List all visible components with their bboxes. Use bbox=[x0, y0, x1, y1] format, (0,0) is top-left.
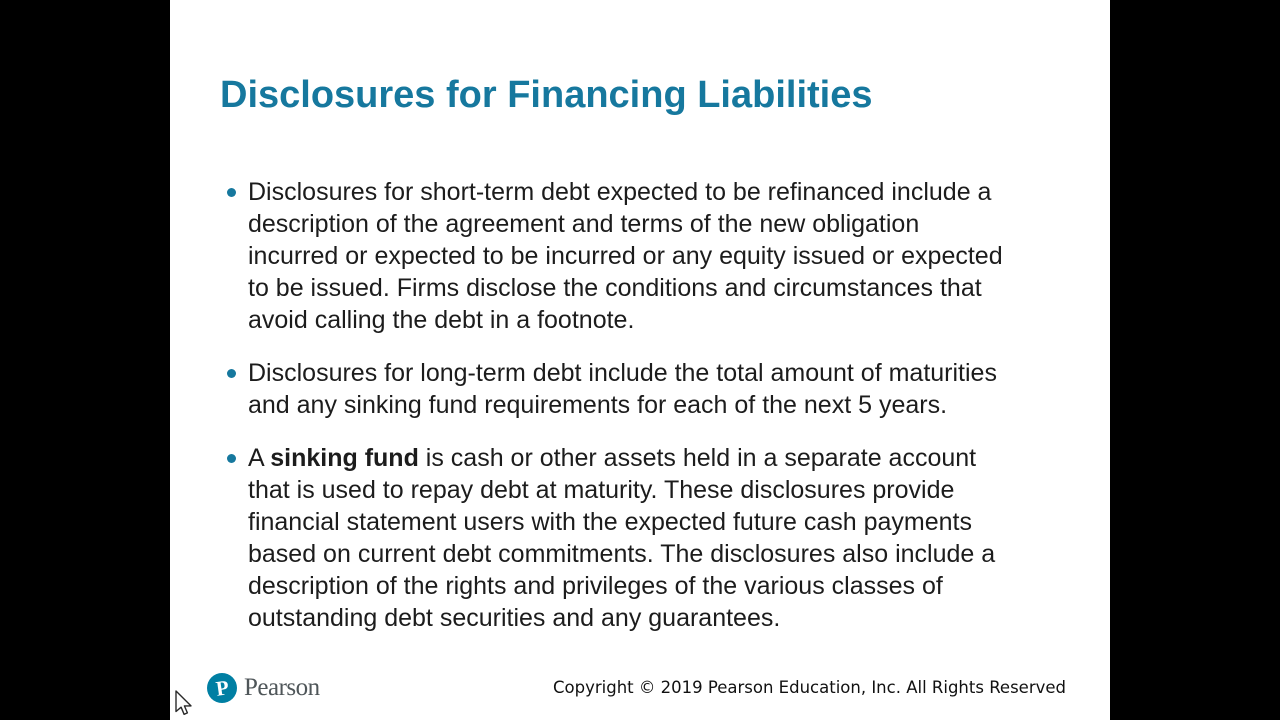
bullet-item-2 bbox=[227, 357, 1092, 421]
pearson-brand-text: Pearson bbox=[244, 674, 320, 701]
slide-title: Disclosures for Financing Liabilities bbox=[220, 74, 873, 116]
bullet-text-segment: is cash or other assets held in a separate account bbox=[418, 444, 977, 472]
bullet-item-1 bbox=[227, 176, 1092, 336]
pearson-logo-mark: P bbox=[213, 674, 230, 701]
bullet-text-line: to be issued. Firms disclose the conditions and circumstances that bbox=[248, 274, 982, 302]
bullet-text-line: avoid calling the debt in a footnote. bbox=[248, 306, 635, 334]
bullet-list bbox=[227, 176, 1092, 655]
presentation-slide bbox=[170, 0, 1110, 720]
bullet-text-line: Disclosures for short-term debt expected to be refinanced include a bbox=[248, 178, 992, 206]
bullet-text-line: and any sinking fund requirements for each of the next 5 years. bbox=[248, 391, 948, 419]
pearson-logo-icon bbox=[207, 673, 237, 703]
bullet-dot-icon bbox=[227, 369, 236, 378]
bullet-text-line: financial statement users with the expected future cash payments bbox=[248, 508, 972, 536]
bullet-text-line: outstanding debt securities and any guarantees. bbox=[248, 604, 781, 632]
bullet-text-line: that is used to repay debt at maturity. These disclosures provide bbox=[248, 476, 955, 504]
bullet-dot-icon bbox=[227, 454, 236, 463]
pearson-logo bbox=[207, 673, 320, 703]
bullet-dot-icon bbox=[227, 188, 236, 197]
bullet-text-line: based on current debt commitments. The disclosures also include a bbox=[248, 540, 996, 568]
bullet-text-segment: A bbox=[248, 444, 271, 472]
bullet-text-line: incurred or expected to be incurred or any equity issued or expected bbox=[248, 242, 1003, 270]
bullet-text-line: description of the rights and privileges of the various classes of bbox=[248, 572, 943, 600]
bullet-text-line: Disclosures for long-term debt include the total amount of maturities bbox=[248, 359, 997, 387]
bullet-text-line bbox=[248, 442, 1092, 474]
bullet-text-bold-term: sinking fund bbox=[270, 444, 419, 472]
copyright-notice: Copyright © 2019 Pearson Education, Inc. All Rights Reserved bbox=[553, 678, 1066, 697]
bullet-item-3 bbox=[227, 442, 1092, 634]
bullet-text-line: description of the agreement and terms of the new obligation bbox=[248, 210, 920, 238]
